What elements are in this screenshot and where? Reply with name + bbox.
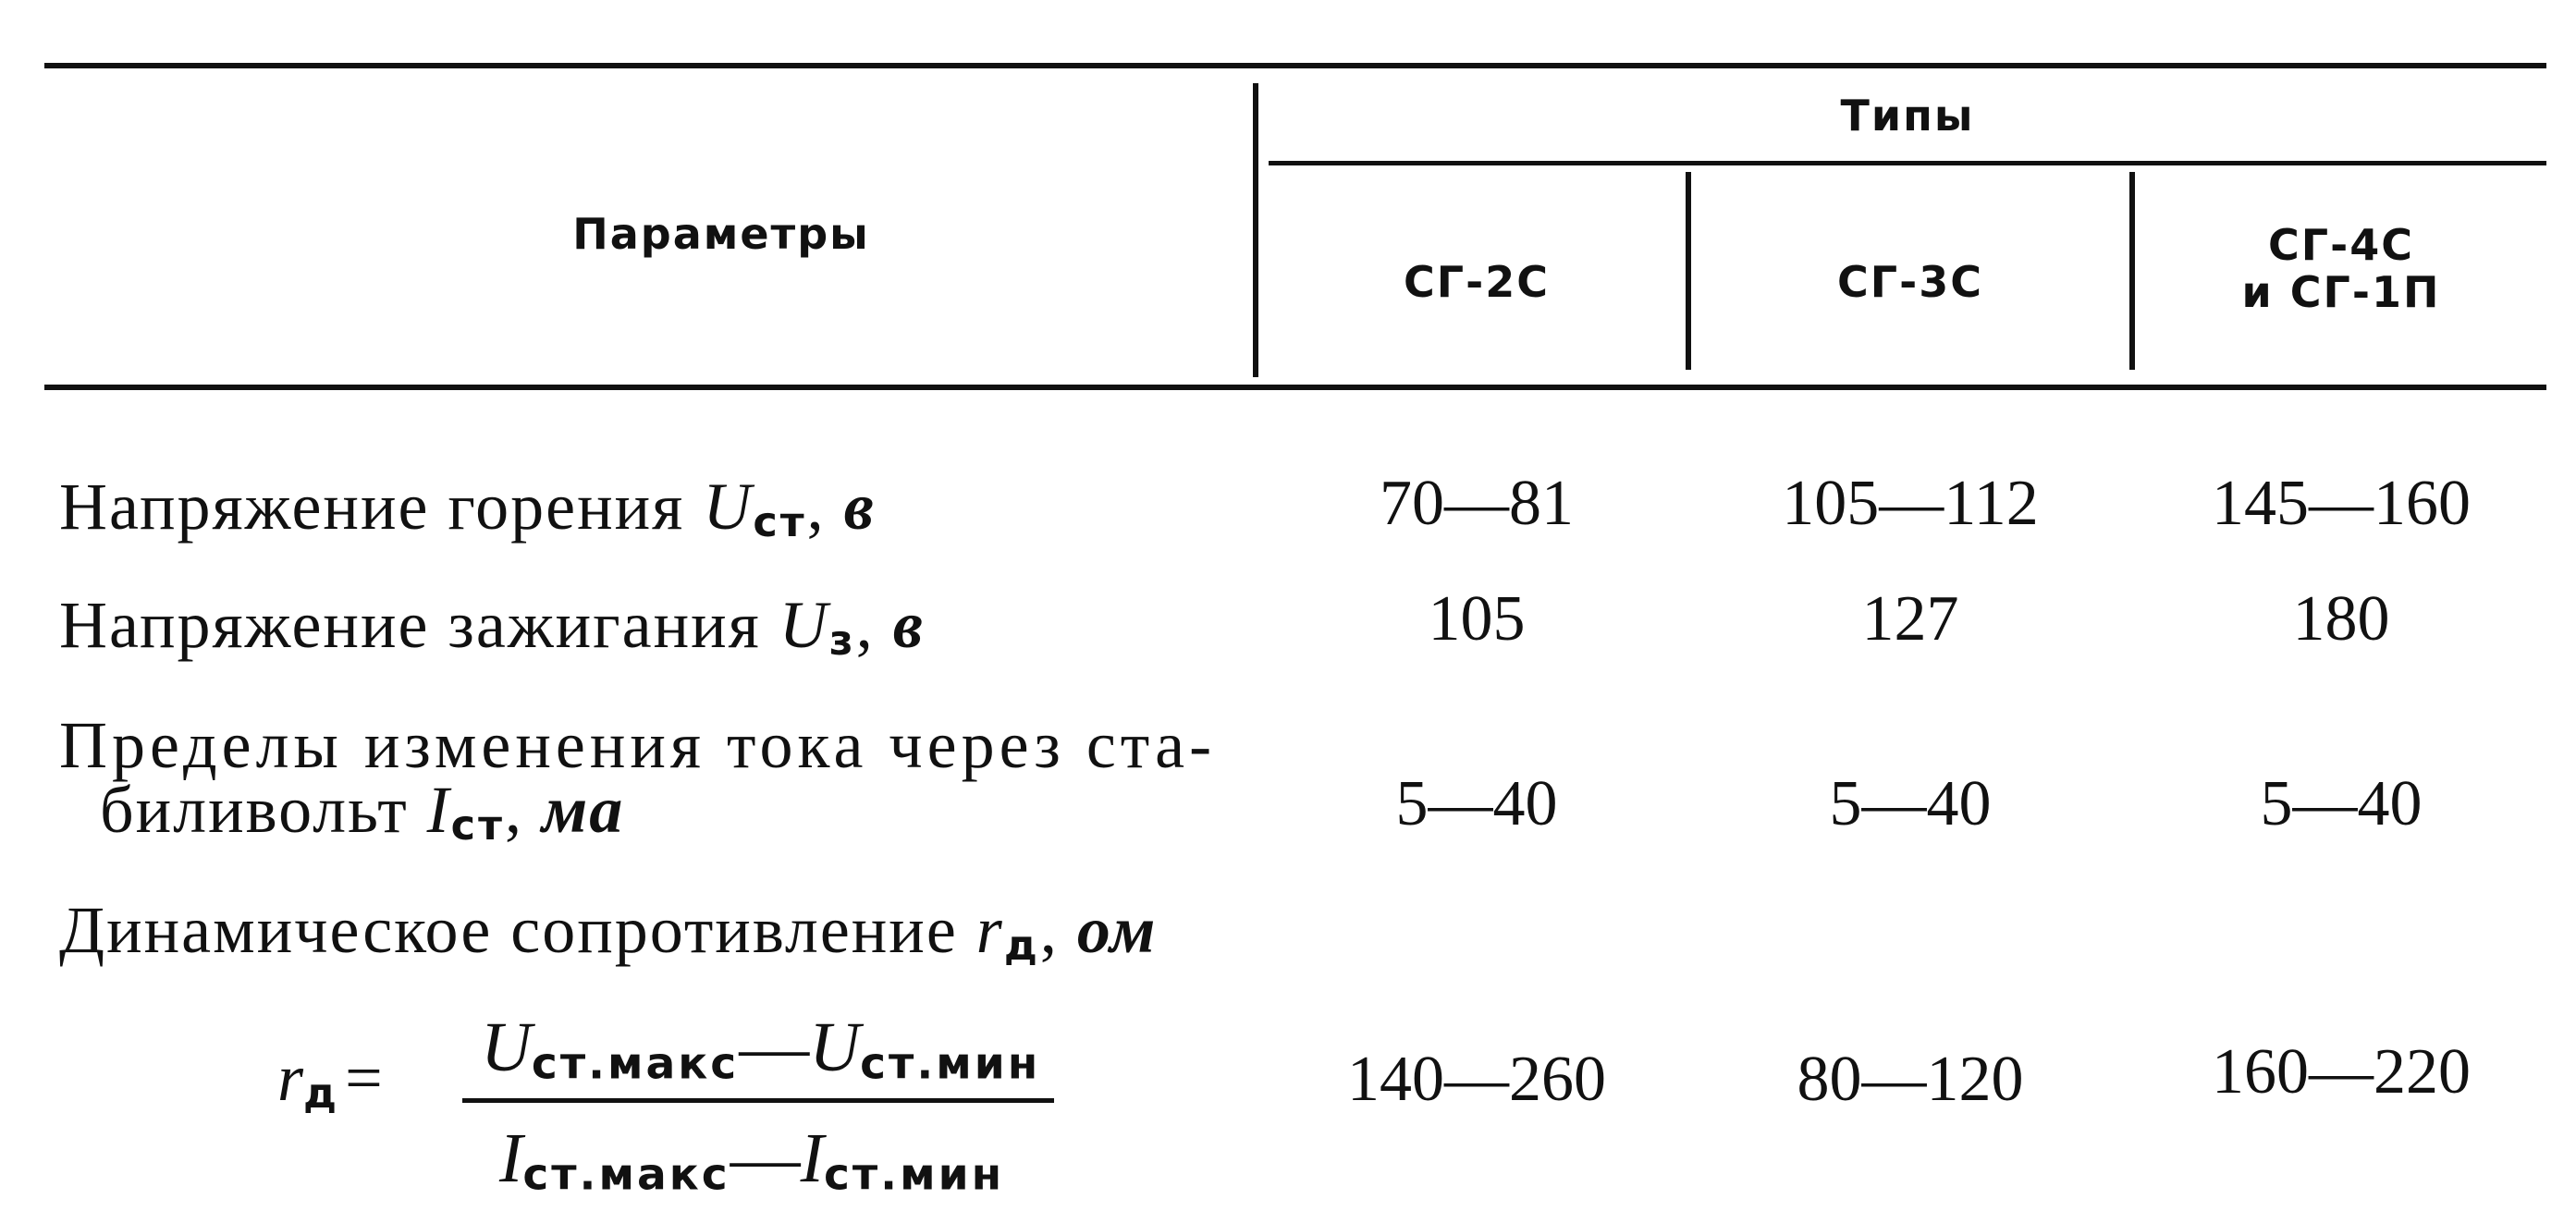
col-sg4s-line2: и СГ-1П xyxy=(2241,266,2441,317)
row2-sg3s-value: 127 xyxy=(1861,583,1959,654)
col-sg3s-header: СГ-3С xyxy=(1837,257,1983,307)
col-sg4s-line1: СГ-4С xyxy=(2268,220,2414,270)
row4-sg4s-value: 160—220 xyxy=(2212,1036,2471,1107)
row-burning-voltage-label: Напряжение горения Uст, в xyxy=(59,470,876,547)
formula-numerator: Uст.макс—Uст.мин xyxy=(481,1009,1041,1090)
params-divider xyxy=(1253,83,1258,377)
col-sg4s-header xyxy=(2136,222,2546,315)
row1-sg4s-value: 145—160 xyxy=(2212,468,2471,539)
row2-sg2s-value: 105 xyxy=(1428,583,1526,654)
row1-sg2s-value: 70—81 xyxy=(1380,468,1574,539)
table-top-rule xyxy=(44,63,2546,68)
row3-sg3s-value: 5—40 xyxy=(1829,768,1992,839)
col1-col2-divider xyxy=(1686,172,1691,370)
formula-denominator: Iст.макс—Iст.мин xyxy=(499,1119,1005,1201)
formula-fraction-bar xyxy=(462,1098,1054,1103)
formula-lhs: rд= xyxy=(277,1041,383,1119)
row1-sg3s-value: 105—112 xyxy=(1782,468,2039,539)
row-ignition-voltage-label: Напряжение зажигания Uз, в xyxy=(59,588,925,666)
row2-sg4s-value: 180 xyxy=(2292,583,2390,654)
types-header: Типы xyxy=(1840,91,1975,141)
col-sg2s-header: СГ-2С xyxy=(1404,257,1550,307)
types-underline-rule xyxy=(1269,161,2546,165)
row-dynamic-resistance-label: Динамическое сопротивление rд, ом xyxy=(59,893,1158,971)
row4-sg3s-value: 80—120 xyxy=(1797,1044,2024,1115)
row4-sg2s-value: 140—260 xyxy=(1347,1044,1606,1115)
header-bottom-rule xyxy=(44,385,2546,390)
row3-sg2s-value: 5—40 xyxy=(1395,768,1558,839)
row-current-range-label-line2: биливольт Iст, ма xyxy=(100,773,625,850)
row-current-range-label-line1: Пределы изменения тока через ста- xyxy=(59,708,1217,782)
row3-sg4s-value: 5—40 xyxy=(2260,768,2423,839)
col2-col3-divider xyxy=(2129,172,2135,370)
params-header: Параметры xyxy=(572,209,870,259)
